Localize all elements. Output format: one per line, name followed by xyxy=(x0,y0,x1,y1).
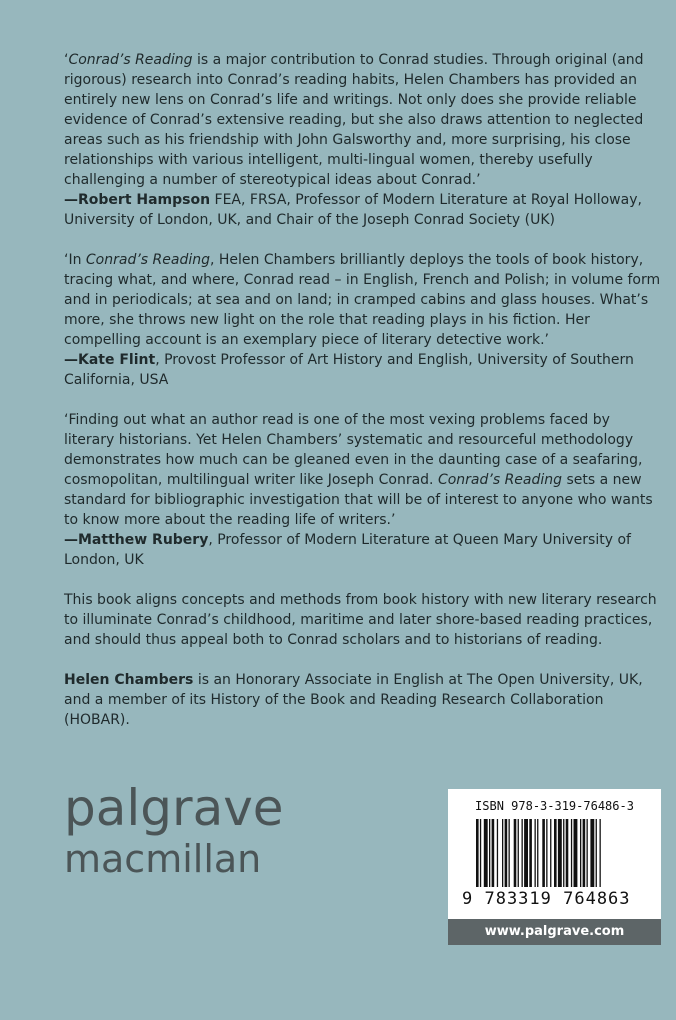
barcode-bar xyxy=(480,819,481,887)
barcode-bar xyxy=(590,819,594,887)
barcode-bar xyxy=(492,819,495,887)
review-3-affiliation: , Professor of Modern Literature at Queen Mary University of London, UK xyxy=(64,532,631,568)
barcode-bar xyxy=(522,819,523,887)
barcode-panel xyxy=(448,789,661,945)
barcode-bar xyxy=(518,819,519,887)
barcode-bar xyxy=(600,819,601,887)
barcode-bar xyxy=(497,819,498,887)
review-2-title: Conrad’s Reading xyxy=(85,252,210,268)
review-1-quote-start: ‘ xyxy=(64,52,69,68)
book-description: This book aligns concepts and methods from book history with new literary research to illuminate Conrad’s childhood, maritime and later shore-based reading practices, and should thus appeal both to Conrad scholars and to historians of reading. xyxy=(64,592,657,648)
publisher-logo-line1: palgrave xyxy=(64,779,284,837)
barcode-bar xyxy=(546,819,547,887)
review-2-quote: , Helen Chambers brilliantly deploys the tools of book history, tracing what, and where, Conrad read – in English, French and Polish; in volume form and in periodicals; at sea and on land; in cramped cabins and glass houses. What’s more, she throws new light on the role that reading plays in his fiction. Her compelling account is an exemplary piece of literary detective work.’ xyxy=(64,252,661,348)
barcode-bar xyxy=(529,819,532,887)
review-1-attribution xyxy=(64,192,642,228)
barcode-bar xyxy=(566,819,569,887)
review-3 xyxy=(64,410,664,570)
barcode-bar xyxy=(502,819,503,887)
barcode-bar xyxy=(550,819,551,887)
barcode-bar xyxy=(524,819,528,887)
barcode-bar xyxy=(535,819,536,887)
barcode-bar xyxy=(558,819,562,887)
barcode-bar xyxy=(484,819,488,887)
barcode-bar xyxy=(514,819,517,887)
barcode-bar xyxy=(587,819,588,887)
review-3-author: —Matthew Rubery xyxy=(64,532,209,548)
review-1-quote: is a major contribution to Conrad studies. Through original (and rigorous) research into Conrad’s reading habits, Helen Chambers has provided an entirely new lens on Conrad’s life and writings. Not only does she provide reliable evidence of Conrad’s extensive reading, but she also draws attention to neglected areas such as his friendship with John Galsworthy and, more surprising, his close relationships with various intelligent, multi-lingual women, thereby usefully challenging a number of stereotypical ideas about Conrad.’ xyxy=(64,52,644,188)
barcode-bar xyxy=(489,819,490,887)
review-2-quote-start: ‘In xyxy=(64,252,86,268)
barcode-bar xyxy=(554,819,557,887)
barcode-bar xyxy=(580,819,581,887)
review-3-quote: sets a new standard for bibliographic investigation that will be of interest to anyone who wants to know more about the reading life of writers.’ xyxy=(64,472,653,528)
barcode-bars xyxy=(476,819,636,887)
back-cover-text xyxy=(64,50,664,750)
barcode-bar xyxy=(574,819,578,887)
publisher-url: www.palgrave.com xyxy=(448,919,661,945)
barcode-bar xyxy=(596,819,597,887)
publisher-logo-line2: macmillan xyxy=(64,837,262,881)
review-1-title: Conrad’s Reading xyxy=(68,52,193,68)
review-2-author: —Kate Flint xyxy=(64,352,156,368)
barcode-background xyxy=(448,789,661,919)
barcode-bar xyxy=(563,819,564,887)
barcode-bar xyxy=(505,819,508,887)
barcode-bar xyxy=(583,819,586,887)
review-2-attribution xyxy=(64,352,634,388)
barcode-digits: 9 783319 764863 xyxy=(462,889,631,909)
author-bio-text: is an Honorary Associate in English at The Open University, UK, and a member of its History of the Book and Reading Research Collaboration (HOBAR). xyxy=(64,672,643,728)
review-2-affiliation: , Provost Professor of Art History and English, University of Southern California, USA xyxy=(64,352,634,388)
barcode-bar xyxy=(571,819,572,887)
isbn-label: ISBN 978-3-319-76486-3 xyxy=(475,799,634,813)
review-1-author: —Robert Hampson xyxy=(64,192,211,208)
review-1 xyxy=(64,50,664,230)
review-1-affiliation: FEA, FRSA, Professor of Modern Literature at Royal Holloway, University of London, UK, and Chair of the Joseph Conrad Society (UK) xyxy=(64,192,642,228)
barcode-bar xyxy=(537,819,538,887)
publisher-logo xyxy=(64,778,284,880)
author-bio xyxy=(64,670,664,730)
review-3-title: Conrad’s Reading xyxy=(437,472,563,488)
review-3-attribution xyxy=(64,532,631,568)
review-2 xyxy=(64,250,664,390)
barcode-bar xyxy=(509,819,510,887)
review-3-quote-start: ‘Finding out what an author read is one of the most vexing problems faced by literary historians. Yet Helen Chambers’ systematic and resourceful methodology demonstrates how much can be gleaned even in the daunting case of a seafaring, cosmopolitan, multilingual writer like Joseph Conrad. xyxy=(64,412,643,488)
barcode-bar xyxy=(476,819,479,887)
author-bio-name: Helen Chambers xyxy=(64,672,194,688)
barcode-bar xyxy=(542,819,545,887)
